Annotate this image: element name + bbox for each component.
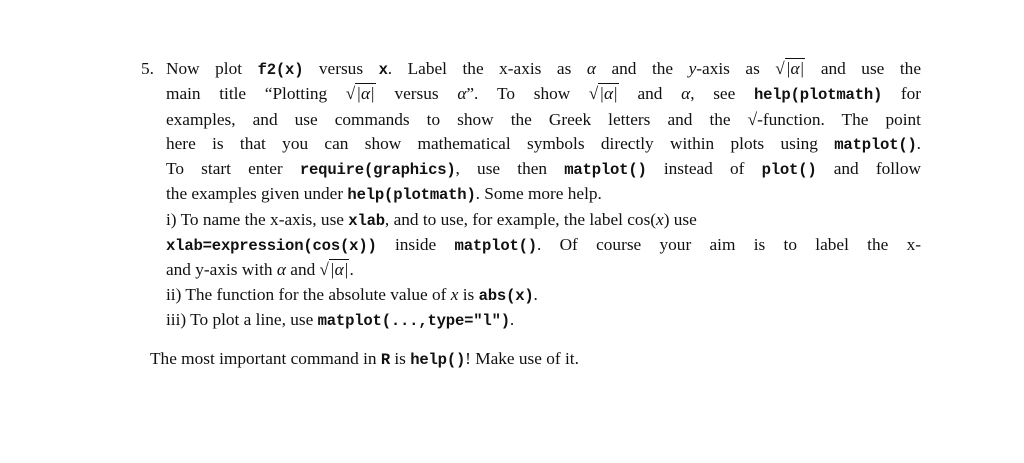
radical-symbol: √ [747,109,758,129]
text: here is that you can show mathematical symbols directly within plots using [166,133,835,153]
sqrt-abs-alpha [346,82,376,106]
line-2 [166,82,921,107]
text: main title “Plotting [166,84,346,104]
math-x: x [656,209,664,229]
text: is [458,284,479,304]
text: . [509,309,515,329]
math-alpha: α [586,59,596,78]
code-matplot: matplot() [454,237,537,256]
sqrt-argument: |α| [356,84,375,104]
text: The most important command in [150,349,381,368]
text: . [533,284,538,304]
text: and [618,84,682,104]
problem-number: 5. [141,59,154,78]
sqrt-abs-alpha [775,57,805,81]
text: ) use [663,209,697,229]
radical-sign: √ [588,84,599,104]
text: ”. To show [466,84,589,104]
math-alpha: α [276,260,286,280]
text: , see [690,84,754,104]
code-help-plotmath: help(plotmath) [347,186,476,205]
line-6 [166,182,921,207]
sqrt-argument: |α| [785,59,805,78]
text: is [390,349,411,368]
line-8 [166,233,921,258]
text: and use the [805,59,921,78]
text: ii) The function for the absolute value of [166,284,451,304]
closing-line [150,347,579,372]
text: . [916,133,921,153]
text: versus [375,84,458,104]
line-9 [166,258,921,282]
math-alpha: α [457,84,467,104]
radical-sign: √ [319,260,329,280]
radical-sign: √ [775,59,785,78]
math-x: x [450,284,459,304]
code-require-graphics: require(graphics) [299,161,456,180]
text: . [349,260,354,280]
text: iii) To plot a line, use [166,309,318,329]
code-help: help() [410,351,466,369]
text: , and to use, for example, the label cos( [384,209,657,229]
code-matplot: matplot() [564,161,647,180]
math-y: y [688,59,697,78]
text: -axis as [696,59,776,78]
sqrt-abs-alpha [320,258,350,282]
line-1 [166,57,921,82]
text: instead of [646,159,762,179]
math-alpha: α [681,84,691,104]
text: examples, and use commands to show the Greek letters and the [166,109,748,129]
code-r: R [380,351,391,369]
code-abs: abs(x) [478,286,534,305]
text: versus [303,59,379,78]
text: for [882,84,921,104]
text: , use then [455,159,565,179]
code-plot: plot() [761,161,817,180]
code-f2x: f2(x) [257,61,304,79]
text: Now plot [166,59,258,78]
sqrt-argument: |α| [329,260,349,280]
problem-5 [141,57,921,333]
radical-sign: √ [345,84,356,104]
line-7 [166,208,921,233]
text: inside [376,235,455,255]
code-help-plotmath: help(plotmath) [753,86,883,105]
text: and [285,260,320,280]
code-xlab-expression: xlab=expression(cos(x)) [166,237,377,256]
code-x: x [378,61,388,79]
text: i) To name the x-axis, use [166,209,349,229]
text: . Label the x-axis as [387,59,587,78]
sqrt-argument: |α| [599,84,618,104]
line-5 [166,157,921,182]
code-xlab: xlab [348,211,385,230]
text: and y-axis with [166,260,277,280]
code-matplot: matplot() [834,135,917,154]
text: and follow [816,159,921,179]
text: . Of course your aim is to label the x- [536,235,921,255]
line-4 [166,132,921,157]
text: and the [595,59,689,78]
text: ! Make use of it. [465,349,579,368]
code-matplot-type: matplot(...,type="l") [317,311,510,330]
text: . Some more help. [475,184,602,204]
line-10 [166,283,921,308]
problem-body [141,57,921,333]
text: To start enter [166,159,300,179]
line-3 [166,108,921,132]
text: -function. The point [757,109,921,129]
line-11 [166,308,921,333]
sqrt-abs-alpha [589,82,619,106]
text: the examples given under [166,184,348,204]
